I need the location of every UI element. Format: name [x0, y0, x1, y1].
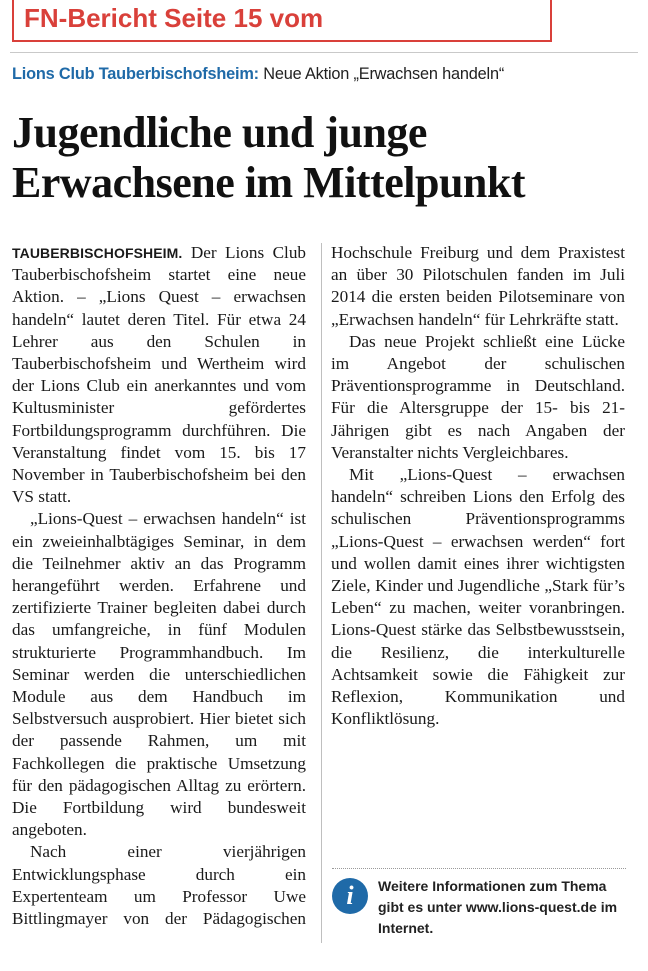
page-reference-badge [12, 0, 552, 42]
info-text: Weitere Informationen zum Thema gibt es unter www.lions-quest.de im Internet. [378, 878, 618, 936]
headline-line-1: Jugendliche und junge [12, 108, 427, 157]
article-paragraph-3-continued: Hochschule Freiburg und dem Praxistest an über 30 Pilotschulen fanden im Juli 2014 die ersten beiden Pilotseminare von „Erwachsen handeln“ für Lehrkräfte statt. [331, 243, 625, 329]
info-icon: i [332, 878, 368, 914]
article-paragraph-2: „Lions-Quest – erwachsen handeln“ ist ein zweieinhalbtägiges Seminar, in dem die Teilnehmer aktiv an das Programm herangeführt werden. Erfahrene und zertifizierte Trainer begleiten dabei durch das umfangreiche, in fünf Modulen strukturierte Programmhandbuch. Im Seminar werden die unterschiedlichen Module aus dem Handbuch im Selbstversuch ausprobiert. Hier bietet sich der passende Rahmen, um mit Fachkollegen die praktische Umsetzung für den pädagogischen Alltag zu erörtern. Die Fortbildung wird bundesweit angeboten. [12, 509, 306, 840]
kicker [12, 64, 504, 84]
article-column-right [331, 242, 625, 730]
article-paragraph-4: Das neue Projekt schließt eine Lücke im Angebot der schulischen Präventionsprogramme in Deutschland. Für die Altersgruppe der 15- bis 21-Jährigen gibt es nach Angaben der Veranstalter nichts Vergleichbares. [331, 331, 625, 462]
article-paragraph-3: Nach einer vierjährigen Entwicklungsphase durch ein Expertenteam um Professor Uwe Bittlingmayer von der Pädagogischen [12, 842, 306, 929]
article-paragraph-5: Mit „Lions-Quest – erwachsen handeln“ schreiben Lions den Erfolg des schulischen Präventionsprogramms „Lions-Quest – erwachsen werden“ fort und wollen damit eines ihrer wichtigsten Ziele, Kinder und Jugendliche „Stark für’s Leben“ zu machen, weiter voranbringen. Lions-Quest stärke das Selbstbewusstsein, die Resilienz, die interkulturelle Achtsamkeit sowie die Fähigkeit zur Reflexion, Kommunikation und Konfliktlösung. [331, 465, 625, 729]
article-column-left [12, 242, 306, 930]
headline-line-2: Erwachsene im Mittelpunkt [12, 158, 526, 207]
column-divider [321, 243, 322, 943]
page-reference-label: FN-Bericht Seite 15 vom [24, 3, 324, 33]
header-divider [10, 52, 638, 53]
info-box [332, 876, 632, 946]
kicker-topic: Neue Aktion „Erwachsen handeln“ [263, 64, 505, 83]
dateline: TAUBERBISCHOFSHEIM. [12, 245, 183, 261]
article-paragraph-1 [12, 242, 306, 508]
headline [12, 108, 632, 208]
paragraph-1-text: Der Lions Club Tauberbischofsheim startet eine neue Aktion. – „Lions Quest – erwachsen handeln“ lautet deren Titel. Für etwa 24 Lehrer aus den Schulen in Tauberbischofsheim und Wertheim wird der Lions Club ein anerkanntes und vom Kultusminister gefördertes Fortbildungsprogramm durchführen. Die Veranstaltung findet vom 15. bis 17 November in Tauberbischofsheim bei den VS statt. [12, 243, 307, 507]
kicker-organization: Lions Club Tauberbischofsheim: [12, 64, 259, 83]
info-divider [332, 868, 626, 869]
